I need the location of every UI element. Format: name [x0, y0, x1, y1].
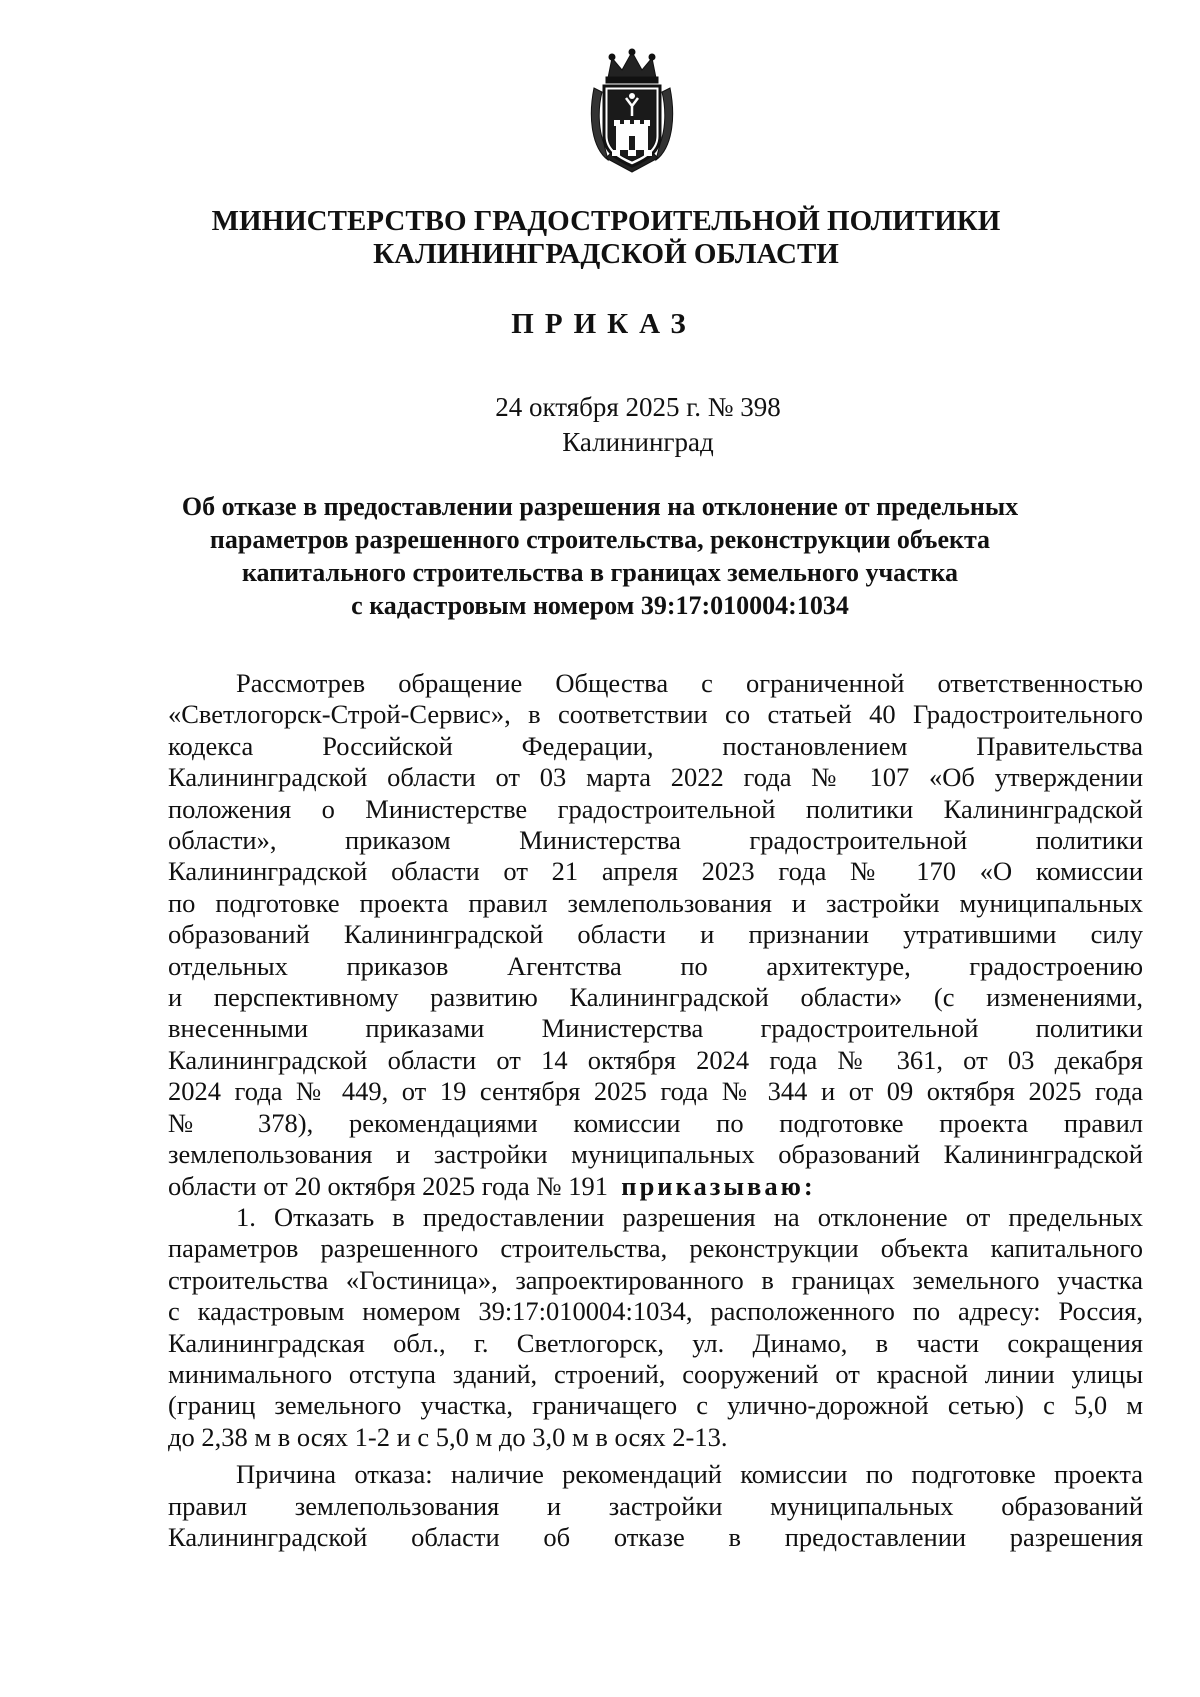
order-body [168, 668, 1143, 1553]
body-line: Причина отказа: наличие рекомендаций комиссии по подготовке проекта [236, 1459, 1143, 1490]
order-subject [0, 490, 1200, 622]
ministry-line-1: МИНИСТЕРСТВО ГРАДОСТРОИТЕЛЬНОЙ ПОЛИТИКИ [211, 205, 1001, 237]
body-line: Калининградской области от 03 марта 2022 года № 107 «Об утверждении [168, 762, 1143, 793]
body-line-last [168, 1171, 1143, 1202]
body-line: отдельных приказов Агентства по архитектуре, градостроению [168, 950, 1143, 981]
body-line: и перспективному развитию Калининградской области» (с изменениями, [168, 982, 1143, 1013]
ministry-line-2: КАЛИНИНГРАДСКОЙ ОБЛАСТИ [373, 238, 839, 270]
body-line: 1. Отказать в предоставлении разрешения на отклонение от предельных [236, 1201, 1143, 1232]
body-line: области», приказом Министерства градостроительной политики [168, 825, 1143, 856]
body-line: с кадастровым номером 39:17:010004:1034, расположенного по адресу: Россия, [168, 1296, 1143, 1327]
body-line: внесенными приказами Министерства градостроительной политики [168, 1013, 1143, 1044]
body-line: Калининградской области от 21 апреля 2023 года № 170 «О комиссии [168, 856, 1143, 887]
body-line: (границ земельного участка, граничащего с улично-дорожной сетью) с 5,0 м [168, 1390, 1143, 1421]
ministry-name [0, 205, 1200, 271]
subject-line: Об отказе в предоставлении разрешения на отклонение от предельных [181, 492, 1019, 521]
body-line: Калининградская обл., г. Светлогорск, ул. Динамо, в части сокращения [168, 1327, 1143, 1358]
body-line: землепользования и застройки муниципальных образований Калининградской [168, 1139, 1143, 1170]
body-line: Рассмотрев обращение Общества с ограниченной ответственностью [236, 668, 1143, 698]
subject-line: параметров разрешенного строительства, реконструкции объекта [209, 525, 991, 554]
body-line: минимального отступа зданий, строений, сооружений от красной линии улицы [168, 1358, 1143, 1389]
body-line: до 2,38 м в осях 1-2 и с 5,0 м до 3,0 м в осях 2-13. [168, 1421, 728, 1452]
body-line: положения о Министерстве градостроительной политики Калининградской [168, 793, 1143, 824]
body-line: строительства «Гостиница», запроектированного в границах земельного участка [168, 1264, 1143, 1295]
body-line: по подготовке проекта правил землепользования и застройки муниципальных [168, 887, 1143, 918]
body-line: Калининградской области об отказе в предоставлении разрешения [168, 1521, 1143, 1552]
kaliningrad-coat-of-arms-icon [586, 48, 678, 174]
body-line: параметров разрешенного строительства, реконструкции объекта капитального [168, 1233, 1143, 1264]
body-line: Калининградской области от 14 октября 2024 года № 361, от 03 декабря [168, 1044, 1143, 1075]
date-and-place [0, 390, 1200, 460]
body-line: образований Калининградской области и признании утратившими силу [168, 919, 1143, 950]
document-type-label: ПРИКАЗ [511, 308, 697, 340]
body-line-text: области от 20 октября 2025 года № 191 [168, 1170, 609, 1201]
order-city: Калининград [562, 427, 714, 457]
order-word: приказываю: [621, 1170, 816, 1201]
document-type [0, 308, 1200, 341]
body-line: 2024 года № 449, от 19 сентября 2025 года № 344 и от 09 октября 2025 года [168, 1076, 1143, 1107]
subject-line: капитального строительства в границах земельного участка [241, 558, 959, 587]
body-line: № 378), рекомендациями комиссии по подготовке проекта правил [168, 1107, 1143, 1138]
body-line: кодекса Российской Федерации, постановлением Правительства [168, 730, 1143, 761]
order-date-number: 24 октября 2025 г. № 398 [495, 392, 781, 422]
body-line: «Светлогорск-Строй-Сервис», в соответствии со статьей 40 Градостроительного [168, 699, 1143, 730]
subject-line: с кадастровым номером 39:17:010004:1034 [351, 591, 849, 620]
body-line: правил землепользования и застройки муниципальных образований [168, 1490, 1143, 1521]
